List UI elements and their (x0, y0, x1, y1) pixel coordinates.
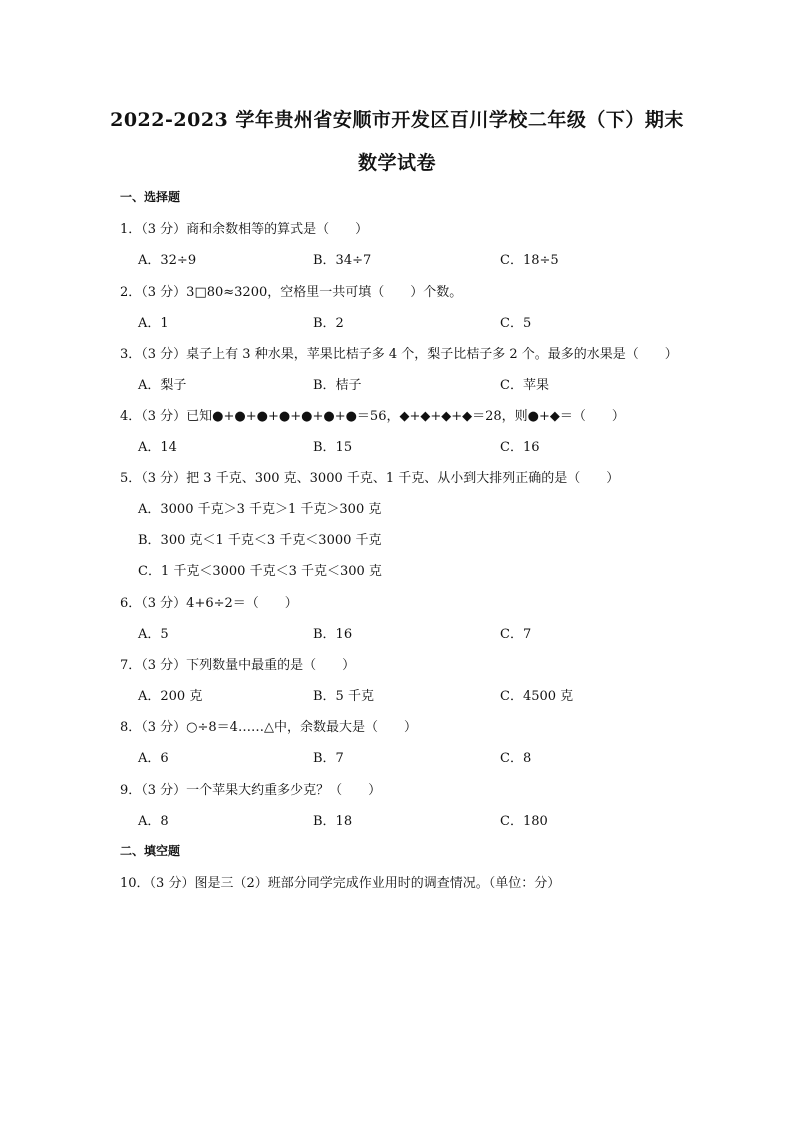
option-3a: A．梨子 (138, 378, 187, 393)
question-4: 4．（3 分）已知●+●+●+●+●+●+●＝56，◆+◆+◆+◆＝28，则●+◆＝（ ） (120, 409, 625, 424)
exam-title-line1: 2022-2023 学年贵州省安顺市开发区百川学校二年级（下）期末 (110, 109, 684, 131)
option-3c: C．苹果 (500, 378, 549, 393)
option-6a: A．5 (138, 627, 169, 642)
option-5b: B．300 克＜1 千克＜3 千克＜3000 千克 (138, 533, 382, 548)
option-2b: B．2 (313, 316, 344, 331)
option-6c: C．7 (500, 627, 532, 642)
option-4c: C．16 (500, 440, 540, 455)
question-9: 9．（3 分）一个苹果大约重多少克？（ ） (120, 783, 382, 798)
option-3b: B．桔子 (313, 378, 362, 393)
option-2a: A．1 (138, 316, 169, 331)
option-1b: B．34÷7 (313, 253, 372, 268)
section-heading-choice: 一、选择题 (120, 190, 181, 204)
option-8a: A．6 (138, 751, 169, 766)
question-7: 7．（3 分）下列数量中最重的是（ ） (120, 658, 356, 673)
question-6: 6．（3 分）4+6÷2＝（ ） (120, 596, 298, 611)
question-10: 10．（3 分）图是三（2）班部分同学完成作业用时的调查情况。（单位：分） (120, 876, 561, 891)
option-4b: B．15 (313, 440, 353, 455)
option-1a: A．32÷9 (138, 253, 197, 268)
option-4a: A．14 (138, 440, 177, 455)
option-9b: B．18 (313, 814, 353, 829)
option-1c: C．18÷5 (500, 253, 559, 268)
option-7b: B．5 千克 (313, 689, 374, 704)
question-5: 5．（3 分）把 3 千克、300 克、3000 千克、1 千克、从小到大排列正确的是（ ） (120, 471, 620, 486)
option-7a: A．200 克 (138, 689, 203, 704)
option-9a: A．8 (138, 814, 169, 829)
option-8b: B．7 (313, 751, 344, 766)
question-1: 1．（3 分）商和余数相等的算式是（ ） (120, 222, 369, 237)
option-7c: C．4500 克 (500, 689, 574, 704)
section-heading-fill: 二、填空题 (120, 844, 181, 858)
option-5c: C．1 千克＜3000 千克＜3 千克＜300 克 (138, 564, 382, 579)
exam-title-line2: 数学试卷 (357, 152, 436, 174)
option-9c: C．180 (500, 814, 548, 829)
question-2: 2．（3 分）3□80≈3200，空格里一共可填（ ）个数。 (120, 285, 463, 300)
option-5a: A．3000 千克＞3 千克＞1 千克＞300 克 (138, 502, 382, 517)
option-8c: C．8 (500, 751, 532, 766)
option-6b: B．16 (313, 627, 353, 642)
question-3: 3．（3 分）桌子上有 3 种水果，苹果比桔子多 4 个，梨子比桔子多 2 个。最多的水果是（ ） (120, 347, 678, 362)
option-2c: C．5 (500, 316, 532, 331)
question-8: 8．（3 分）○÷8＝4……△中，余数最大是（ ） (120, 720, 417, 735)
